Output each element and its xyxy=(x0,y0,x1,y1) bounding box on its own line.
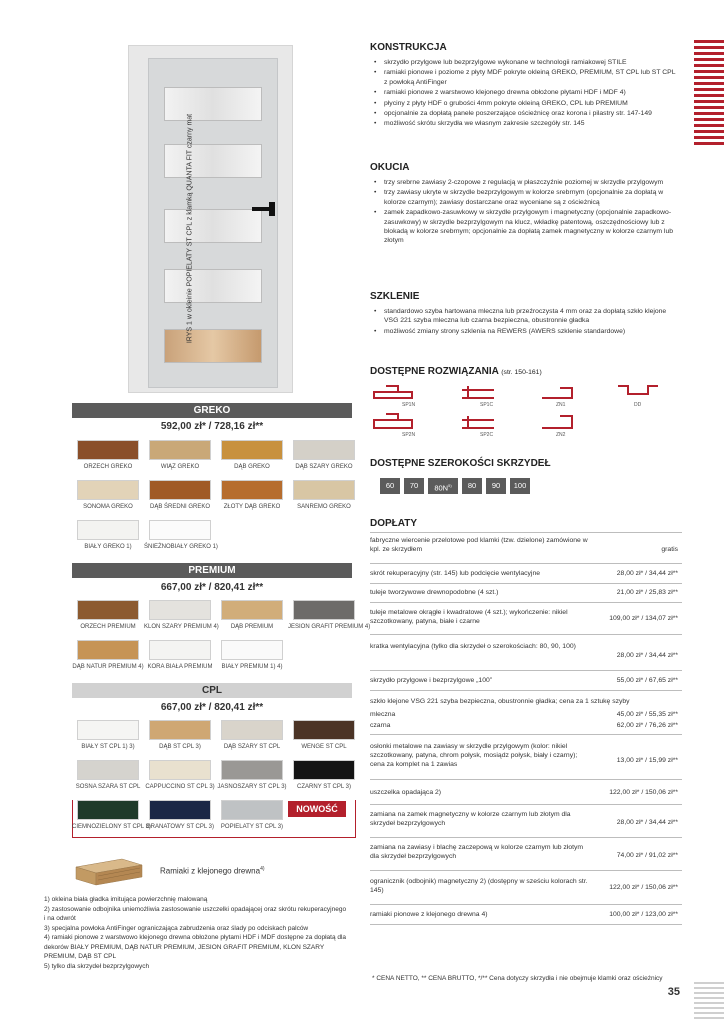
rozwiazania-title: DOSTĘPNE ROZWIĄZANIA (str. 150-161) xyxy=(370,366,542,377)
color-swatch-label: CIEMNOZIELONY ST CPL 3) xyxy=(72,824,151,830)
color-swatch xyxy=(77,600,139,620)
color-swatch-label: DĄB SZARY ST CPL xyxy=(223,744,281,750)
color-swatch xyxy=(149,600,211,620)
color-swatch xyxy=(293,760,355,780)
surcharge-row: osłonki metalowe na zawiasy w skrzydle przylgowym (kolor: nikiel szczotkowany, patyna, chrom połysk, mosiądz połysk, biały i czarny); cena za komplet na 1 zawias 13,00 zł* / 15,99 zł** xyxy=(370,742,682,780)
list-item: • trzy srebrne zawiasy 2-czopowe z regulacją w płaszczyźnie poziomej w skrzydle przylgowym xyxy=(370,178,680,187)
solution-code: SP1N xyxy=(402,402,416,408)
list-item: • zamek zapadkowo-zasuwkowy w skrzydle przylgowym i magnetyczny (opcjonalnie zapadkowo-zasuwkowy) w skrzydle bezprzylgowym na klucz, wkładkę patentową, oszczędnościowy lub z blokadą w kolorze srebrnym; opcjonalnie za dopłatą zamek magnetyczny w kolorze czarnym lub złotym xyxy=(370,208,680,246)
color-swatch-label: SOSNA SZARA ST CPL xyxy=(75,784,141,790)
wood-frame-image xyxy=(72,855,146,889)
footnote: 3) specjalna powłoka AntiFinger ograniczająca zabrudzenia oraz ślady po odciskach palców xyxy=(44,924,309,932)
color-swatch-label: ORZECH GREKO xyxy=(83,464,133,470)
konstrukcja-title: KONSTRUKCJA xyxy=(370,42,447,53)
color-swatch-label: KORA BIAŁA PREMIUM xyxy=(147,664,213,670)
color-swatch xyxy=(221,760,283,780)
solution-zn1 xyxy=(542,388,572,398)
width-option: 70 xyxy=(404,478,424,494)
premium-price: 667,00 zł* / 820,41 zł** xyxy=(160,582,264,593)
color-swatch xyxy=(293,480,355,500)
color-swatch xyxy=(221,800,283,820)
color-swatch-label: ORZECH PREMIUM xyxy=(80,624,136,630)
color-swatch-label: DĄB PREMIUM xyxy=(230,624,274,630)
premium-header: PREMIUM xyxy=(72,563,352,578)
color-swatch-label: SANREMO GREKO xyxy=(297,504,351,510)
cpl-swatch-grid xyxy=(72,720,362,840)
premium-swatch-grid xyxy=(72,600,371,680)
color-swatch xyxy=(149,800,211,820)
solution-code: ZN1 xyxy=(556,402,566,408)
doplaty-title: DOPŁATY xyxy=(370,518,418,529)
corner-stripes-top xyxy=(694,40,724,148)
color-swatch-label: DĄB GREKO xyxy=(234,464,270,470)
color-swatch xyxy=(149,640,211,660)
footnote: 2) zastosowanie odbojnika uniemożliwia zastosowanie uszczelki opadającej oraz skrótu rekuperacyjnego i na odwrót xyxy=(44,905,347,922)
surcharge-row: kratka wentylacyjna (tylko dla skrzydeł o szerokościach: 80, 90, 100) 28,00 zł* / 34,44 zł** xyxy=(370,642,682,671)
color-swatch-label: CAPPUCCINO ST CPL 3) xyxy=(145,784,215,790)
szerokosci-title: DOSTĘPNE SZEROKOŚCI SKRZYDEŁ xyxy=(370,458,551,469)
glass-pane xyxy=(164,269,262,303)
greko-header: GREKO xyxy=(72,403,352,418)
color-swatch xyxy=(293,440,355,460)
door-leaf-image xyxy=(148,58,278,388)
list-item: • ramiaki pionowe i poziome z płyty MDF pokryte okleiną GREKO, PREMIUM, ST CPL lub ST CPL z powłoką AntiFinger xyxy=(370,68,680,87)
list-item: • skrzydło przylgowe lub bezprzylgowe wykonane w technologii ramiakowej STILE xyxy=(370,58,680,67)
solution-zn2 xyxy=(542,416,572,428)
surcharge-row: skrzydło przylgowe i bezprzylgowe „100” 55,00 zł* / 67,65 zł** xyxy=(370,676,682,691)
width-option: 90 xyxy=(486,478,506,494)
color-swatch xyxy=(149,480,211,500)
glass-pane xyxy=(164,329,262,363)
glass-pane xyxy=(164,144,262,178)
color-swatch-label: SONOMA GREKO xyxy=(83,504,133,510)
footnote: 4) ramiaki pionowe z warstwowo klejonego drewna obłożone płytami HDF i MDF dostępne za dopłatą dla dekorów BIAŁY PREMIUM, DĄB NATUR PREMIUM, JESION GRAFIT PREMIUM, KLON SZARY PREMIUM, DĄB ST CPL xyxy=(44,934,347,960)
width-option: 100 xyxy=(510,478,530,494)
color-swatch-label: JASNOSZARY ST CPL 3) xyxy=(217,784,287,790)
color-swatch xyxy=(149,760,211,780)
width-option: $80N^{5)}$ xyxy=(428,478,458,494)
list-item: • trzy zawiasy ukryte w skrzydle bezprzylgowym w kolorze srebrnym (opcjonalnie za dopłatą w kolorze czarnym); zawiasy dostarczane oraz wyceniane są z ościeżnicą xyxy=(370,188,680,207)
list-item: • płyciny z płyty HDF o grubości 4mm pokryte okleiną GREKO, CPL lub PREMIUM xyxy=(370,99,680,108)
glass-pane xyxy=(164,87,262,121)
solution-code: SP1C xyxy=(480,402,494,408)
solutions-diagram xyxy=(372,382,672,442)
solution-sp2c xyxy=(462,416,494,428)
color-swatch-label: BIAŁY GREKO 1) xyxy=(84,544,132,550)
konstrukcja-list xyxy=(370,58,680,130)
solution-code: ZN2 xyxy=(556,432,566,438)
cpl-header: CPL xyxy=(72,683,352,698)
door-handle-rose xyxy=(269,202,275,216)
footnotes xyxy=(44,895,349,971)
color-swatch xyxy=(149,720,211,740)
greko-swatch-grid xyxy=(72,440,362,560)
color-swatch xyxy=(77,440,139,460)
glass-pane xyxy=(164,209,262,243)
solution-code: SP2N xyxy=(402,432,416,438)
width-option: 60 xyxy=(380,478,400,494)
surcharge-row: zamiana na zawiasy i blachę zaczepową w kolorze czarnym lub złotym dla skrzydeł bezprzylgowych 74,00 zł* / 91,02 zł** xyxy=(370,843,682,871)
color-swatch xyxy=(149,440,211,460)
color-swatch-label: GRANATOWY ST CPL 3) xyxy=(145,824,214,830)
solution-code: SP2C xyxy=(480,432,494,438)
footnote: 1) okleina biała gładka imitująca powierzchnię malowaną xyxy=(44,896,208,903)
color-swatch xyxy=(77,720,139,740)
list-item: • ramiaki pionowe z warstwowo klejonego drewna obłożone płytami HDF i MDF 4) xyxy=(370,88,680,97)
color-swatch xyxy=(149,520,211,540)
surcharge-row: tuleje metalowe okrągłe i kwadratowe (4 szt.); wykończenie: nikiel szczotkowany, patyna, białe i czarne 109,00 zł* / 134,07 zł** xyxy=(370,608,682,635)
color-swatch xyxy=(293,600,355,620)
divider xyxy=(370,532,682,533)
color-swatch-label: ŚNIEŻNOBIAŁY GREKO 1) xyxy=(144,544,218,550)
color-swatch xyxy=(221,640,283,660)
color-swatch-label: ZŁOTY DĄB GREKO xyxy=(223,504,281,510)
color-swatch-label: BIAŁY PREMIUM 1) 4) xyxy=(221,664,283,670)
okucia-title: OKUCIA xyxy=(370,162,410,173)
surcharge-row: uszczelka opadająca 2) 122,00 zł* / 150,06 zł** xyxy=(370,788,682,805)
surcharge-row: fabryczne wiercenie przelotowe pod klamki (tzw. dzielone) zamówione w kpl. ze skrzydłem gratis xyxy=(370,536,682,564)
greko-price: 592,00 zł* / 728,16 zł** xyxy=(160,421,264,432)
wood-frame-label: Ramiaki z klejonego drewna$^{4)}$ xyxy=(160,866,265,876)
color-swatch-label: DĄB ŚREDNI GREKO xyxy=(149,504,210,510)
corner-stripes-bottom xyxy=(694,982,724,1022)
color-swatch-label: WIĄZ GREKO xyxy=(160,464,200,470)
new-badge: NOWOŚĆ xyxy=(288,801,346,817)
color-swatch-label: WENGE ST CPL xyxy=(301,744,347,750)
color-swatch xyxy=(221,720,283,740)
color-swatch xyxy=(221,480,283,500)
list-item: • standardowo szyba hartowana mleczna lub przeźroczysta 4 mm oraz za dopłatą szkło klejone VSG 221 szyba mleczna lub czarna bezpieczna, obustronnie gładka xyxy=(370,307,680,326)
surcharge-row: zamiana na zamek magnetyczny w kolorze czarnym lub złotym dla skrzydeł bezprzylgowych 28,00 zł* / 34,44 zł** xyxy=(370,810,682,838)
color-swatch-label: BIAŁY ST CPL 1) 3) xyxy=(81,744,135,750)
solution-sp1n xyxy=(374,386,412,398)
color-swatch xyxy=(77,800,139,820)
door-handle xyxy=(252,207,270,211)
color-swatch xyxy=(221,600,283,620)
color-swatch xyxy=(221,440,283,460)
color-swatch xyxy=(293,720,355,740)
color-swatch-label: DĄB ST CPL 3) xyxy=(159,744,201,750)
szklenie-list xyxy=(370,307,680,337)
color-swatch xyxy=(77,480,139,500)
surcharge-row: ogranicznik (odbojnik) magnetyczny 2) (dostępny w sześciu kolorach str. 145) 122,00 zł* / 150,06 zł** xyxy=(370,877,682,905)
solution-sp2n xyxy=(374,414,412,428)
color-swatch-label: KLON SZARY PREMIUM 4) xyxy=(144,624,219,630)
color-swatch-label: POPIELATY ST CPL 3) xyxy=(220,824,284,830)
color-swatch-label: JESION GRAFIT PREMIUM 4) xyxy=(288,624,371,630)
color-swatch-label: DĄB SZARY GREKO xyxy=(295,464,353,470)
footnote: 5) tylko dla skrzydeł bezprzylgowych xyxy=(44,962,150,970)
list-item: • możliwość skrótu skrzydła we własnym zakresie szczegóły str. 145 xyxy=(370,119,680,128)
solution-sp1c xyxy=(462,386,494,398)
color-swatch xyxy=(77,520,139,540)
door-caption: IRYS 1 w okleinie POPIELATY ST CPL z klamką QUANTA FIT czarny mat xyxy=(186,113,194,344)
page-number: 35 xyxy=(667,986,680,998)
price-legend: * CENA NETTO, ** CENA BRUTTO, */** Cena dotyczy skrzydła i nie obejmuje klamki oraz ościeżnicy xyxy=(372,975,663,982)
okucia-list xyxy=(370,178,680,247)
szklenie-title: SZKLENIE xyxy=(370,291,420,302)
surcharge-row: skrót rekuperacyjny (str. 145) lub podcięcie wentylacyjne 28,00 zł* / 34,44 zł** xyxy=(370,569,682,584)
solution-dd xyxy=(618,386,658,394)
surcharge-row: tuleje tworzywowe drewnopodobne (4 szt.) 21,00 zł* / 25,83 zł** xyxy=(370,588,682,603)
width-option: 80 xyxy=(462,478,482,494)
surcharge-row: ramiaki pionowe z klejonego drewna 4) 100,00 zł* / 123,00 zł** xyxy=(370,910,682,925)
list-item: • możliwość zmiany strony szklenia na REWERS (AWERS szklenie standardowe) xyxy=(370,327,680,336)
cpl-price: 667,00 zł* / 820,41 zł** xyxy=(160,702,264,713)
color-swatch-label: CZARNY ST CPL 3) xyxy=(297,784,351,790)
solution-code: DD xyxy=(634,402,642,408)
surcharge-row: szkło klejone VSG 221 szyba bezpieczna, obustronnie gładka; cena za 1 sztukę szyby mleczna 45,00 zł* / 55,35 zł** czarna 62,00 zł* / 76,26 zł** xyxy=(370,697,682,735)
list-item: • opcjonalnie za dopłatą panele poszerzające ościeżnicę oraz korona i pilastry str. 147-149 xyxy=(370,109,680,118)
color-swatch xyxy=(77,760,139,780)
color-swatch-label: DĄB NATUR PREMIUM 4) xyxy=(72,664,144,670)
color-swatch xyxy=(77,640,139,660)
